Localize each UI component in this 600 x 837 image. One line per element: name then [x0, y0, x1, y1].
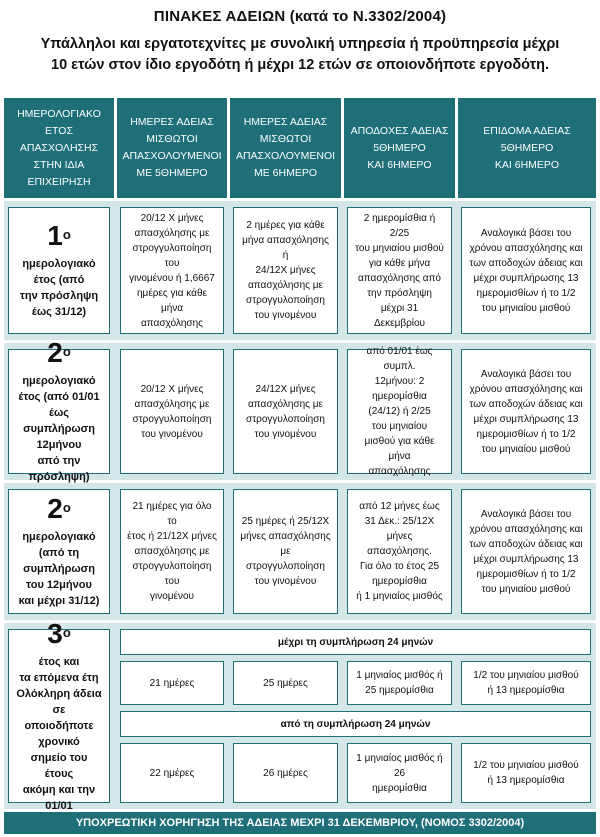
page-subtitle: [0, 34, 600, 76]
header-days-5day: ΗΜΕΡΕΣ ΑΔΕΙΑΣ ΜΙΣΘΩΤΟΙ ΑΠΑΣΧΟΛΟΥΜΕΝΟΙ ΜΕ 5ΘΗΜΕΡΟ: [117, 98, 227, 198]
row-4a-days-6day: 25 ημέρες: [233, 661, 338, 705]
row-2-label: $2^o$ ημερολογιακό έτος (από 01/01 έως συμπλήρωση 12μήνου από την πρόσληψη): [8, 349, 110, 474]
row-2-allowance: Αναλογικά βάσει του χρόνου απασχόλησης και των αποδοχών άδειας και μέχρι συμπλήρωσης 13 ημερομισθίων ή το 1/2 του μηνιαίου μισθού: [461, 349, 591, 474]
subtitle-line-2: 10 ετών στον ίδιο εργοδότη ή μέχρι 12 ετών σε οποιονδήποτε εργοδότη.: [51, 57, 549, 73]
row-4b-allowance: 1/2 του μηνιαίου μισθού ή 13 ημερομίσθια: [461, 743, 591, 803]
row-4-label: $3^o$ έτος και τα επόμενα έτη Ολόκληρη άδεια σε οποιοδήποτε χρονικό σημείο του έτους ακόμη και την 01/01: [8, 629, 110, 803]
row-3-days-6day: 25 ημέρες ή 25/12Χ μήνες απασχόλησης με στρογγυλοποίηση του γινομένου: [233, 489, 338, 614]
row-1-days-5day: 20/12 Χ μήνες απασχόλησης με στρογγυλοποίηση του γινομένου ή 1,6667 ημέρες για κάθε μήνα απασχόλησης: [120, 207, 224, 334]
row-2-pay: από 01/01 έως συμπλ. 12μήνου: 2 ημερομίσθια (24/12) ή 2/25 του μηνιαίου μισθού για κάθε μήνα απασχόλησης: [347, 349, 452, 474]
row-4-span-until-24-months: μέχρι τη συμπλήρωση 24 μηνών: [120, 629, 591, 655]
page-title: ΠΙΝΑΚΕΣ ΑΔΕΙΩΝ (κατά το Ν.3302/2004): [153, 8, 447, 25]
subtitle-line-1: Υπάλληλοι και εργατοτεχνίτες με συνολική υπηρεσία ή προϋπηρεσία μέχρι: [40, 36, 560, 52]
row-4a-allowance: 1/2 του μηνιαίου μισθού ή 13 ημερομίσθια: [461, 661, 591, 705]
header-pay: ΑΠΟΔΟΧΕΣ ΑΔΕΙΑΣ 5ΘΗΜΕΡΟ ΚΑΙ 6ΗΜΕΡΟ: [344, 98, 455, 198]
row-4b-days-6day: 26 ημέρες: [233, 743, 338, 803]
row-4a-days-5day: 21 ημέρες: [120, 661, 224, 705]
row-3-allowance: Αναλογικά βάσει του χρόνου απασχόλησης και των αποδοχών άδειας και μέχρι συμπλήρωσης 13 ημερομισθίων ή το 1/2 του μηνιαίου μισθού: [461, 489, 591, 614]
row-2-number: $2^o$: [47, 337, 71, 368]
row-2-days-6day: 24/12Χ μήνες απασχόλησης με στρογγυλοποίηση του γινομένου: [233, 349, 338, 474]
row-1-label: $1^o$ ημερολογιακό έτος (από την πρόσληψη έως 31/12): [8, 207, 110, 334]
row-1-allowance: Αναλογικά βάσει του χρόνου απασχόλησης και των αποδοχών άδειας και μέχρι συμπλήρωσης 13 ημερομισθίων ή το 1/2 του μηνιαίου μισθού: [461, 207, 591, 334]
row-3-number: $2^o$: [47, 493, 71, 524]
row-2-days-5day: 20/12 Χ μήνες απασχόλησης με στρογγυλοποίηση του γινομένου: [120, 349, 224, 474]
row-3-label: $2^o$ ημερολογιακό (από τη συμπλήρωση του 12μήνου και μέχρι 31/12): [8, 489, 110, 614]
row-1-number: $1^o$: [47, 220, 71, 251]
row-4b-pay: 1 μηνιαίος μισθός ή 26 ημερομίσθια: [347, 743, 452, 803]
footer-note: ΥΠΟΧΡΕΩΤΙΚΗ ΧΟΡΗΓΗΣΗ ΤΗΣ ΑΔΕΙΑΣ ΜΕΧΡΙ 31 ΔΕΚΕΜΒΡΙΟΥ, (ΝΟΜΟΣ 3302/2004): [4, 812, 596, 834]
header-days-6day: ΗΜΕΡΕΣ ΑΔΕΙΑΣ ΜΙΣΘΩΤΟΙ ΑΠΑΣΧΟΛΟΥΜΕΝΟΙ ΜΕ 6ΗΜΕΡΟ: [230, 98, 341, 198]
row-3-pay: από 12 μήνες έως 31 Δεκ.: 25/12Χ μήνες απασχόλησης. Για όλο το έτος 25 ημερομίσθια ή 1 μηνιαίος μισθός: [347, 489, 452, 614]
row-4-number: $3^o$: [47, 617, 71, 649]
row-4-span-from-24-months: από τη συμπλήρωση 24 μηνών: [120, 711, 591, 737]
row-1-pay: 2 ημερομίσθια ή 2/25 του μηνιαίου μισθού για κάθε μήνα απασχόλησης από την πρόσληψη μέχρι 31 Δεκεμβρίου: [347, 207, 452, 334]
row-4b-days-5day: 22 ημέρες: [120, 743, 224, 803]
header-allowance: ΕΠΙΔΟΜΑ ΑΔΕΙΑΣ 5ΘΗΜΕΡΟ ΚΑΙ 6ΗΜΕΡΟ: [458, 98, 596, 198]
row-1-days-6day: 2 ημέρες για κάθε μήνα απασχόλησης ή 24/12Χ μήνες απασχόλησης με στρογγυλοποίηση του γινομένου: [233, 207, 338, 334]
row-4a-pay: 1 μηνιαίος μισθός ή 25 ημερομίσθια: [347, 661, 452, 705]
header-year: ΗΜΕΡΟΛΟΓΙΑΚΟ ΕΤΟΣ ΑΠΑΣΧΟΛΗΣΗΣ ΣΤΗΝ ΙΔΙΑ ΕΠΙΧΕΙΡΗΣΗ: [4, 98, 114, 198]
row-3-days-5day: 21 ημέρες για όλο το έτος ή 21/12Χ μήνες απασχόλησης με στρογγυλοποίηση του γινομένου: [120, 489, 224, 614]
